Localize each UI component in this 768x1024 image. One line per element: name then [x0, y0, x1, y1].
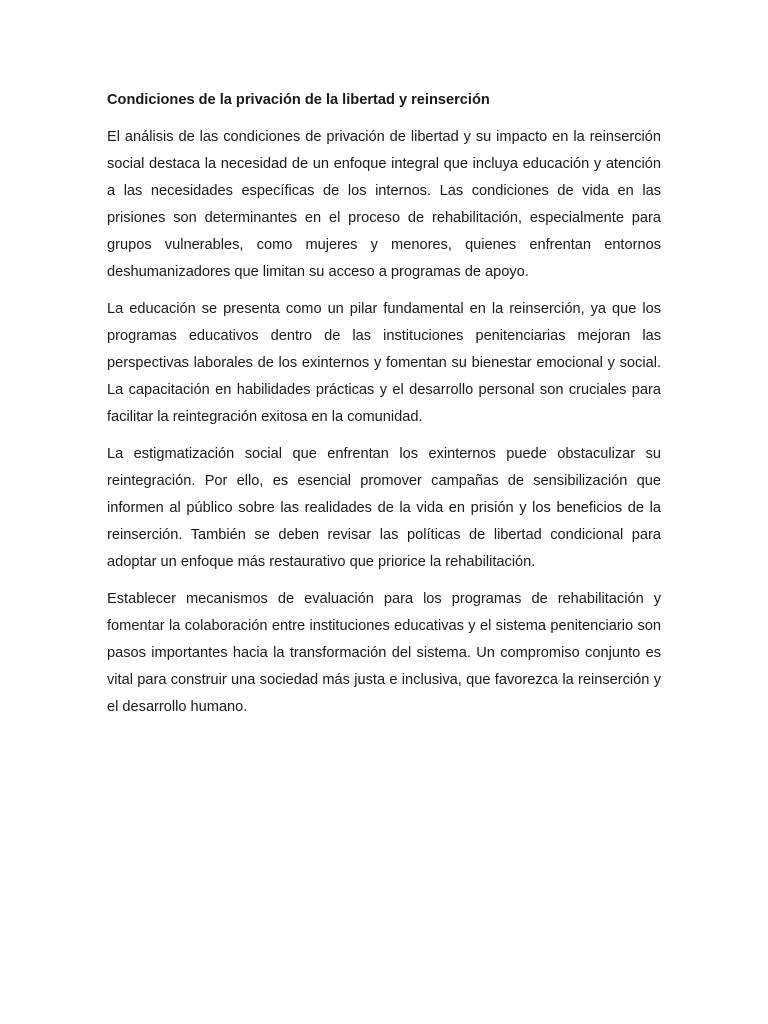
paragraph-2: La educación se presenta como un pilar fundamental en la reinserción, ya que los programas educativos dentro de las instituciones penitenciarias mejoran las perspectivas laborales de los exinternos y fomentan su bienestar emocional y social. La capacitación en habilidades prácticas y el desarrollo personal son cruciales para facilitar la reintegración exitosa en la comunidad. — [107, 301, 661, 425]
paragraph-4: Establecer mecanismos de evaluación para los programas de rehabilitación y fomentar la colaboración entre instituciones educativas y el sistema penitenciario son pasos importantes hacia la transformación del sistema. Un compromiso conjunto es vital para construir una sociedad más justa e inclusiva, que favorezca la reinserción y el desarrollo humano. — [107, 591, 661, 715]
document-title: Condiciones de la privación de la libertad y reinserción — [107, 92, 490, 108]
paragraph-1: El análisis de las condiciones de privación de libertad y su impacto en la reinserción social destaca la necesidad de un enfoque integral que incluya educación y atención a las necesidades específicas de los internos. Las condiciones de vida en las prisiones son determinantes en el proceso de rehabilitación, especialmente para grupos vulnerables, como mujeres y menores, quienes enfrentan entornos deshumanizadores que limitan su acceso a programas de apoyo. — [107, 129, 661, 280]
document-page — [107, 89, 661, 731]
paragraph-3: La estigmatización social que enfrentan los exinternos puede obstaculizar su reintegración. Por ello, es esencial promover campañas de sensibilización que informen al público sobre las realidades de la vida en prisión y los beneficios de la reinserción. También se deben revisar las políticas de libertad condicional para adoptar un enfoque más restaurativo que priorice la rehabilitación. — [107, 446, 661, 570]
